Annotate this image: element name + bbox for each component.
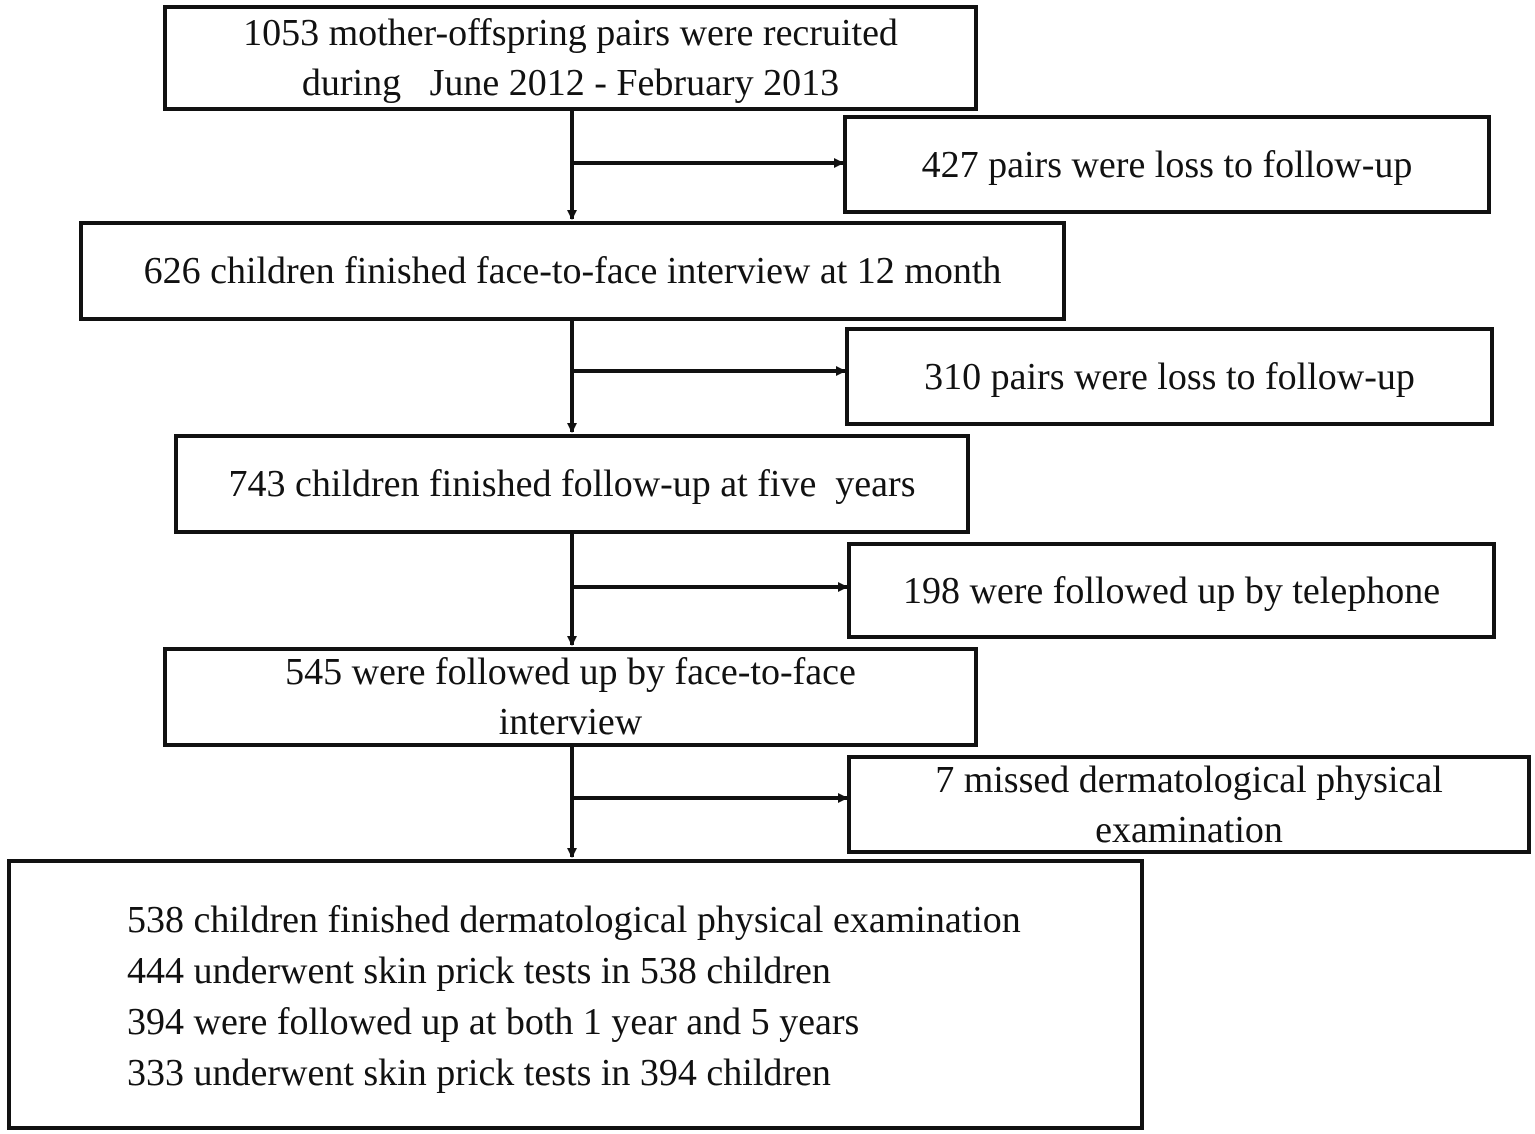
final-line-1: 538 children finished dermatological physical examination <box>127 898 1021 941</box>
step-recruited-box <box>163 5 978 111</box>
side-loss-1-line-1: 427 pairs were loss to follow-up <box>921 143 1413 186</box>
side-loss-1-box <box>843 115 1491 214</box>
final-line-4: 333 underwent skin prick tests in 394 children <box>127 1051 831 1094</box>
final-results-box <box>7 859 1144 1130</box>
step-recruited-line-1: 1053 mother-offspring pairs were recruited <box>243 12 898 54</box>
side-loss-2-box <box>845 327 1494 426</box>
step-followup-5y-line-1: 743 children finished follow-up at five years <box>228 463 916 505</box>
step-face-to-face-box <box>163 647 978 747</box>
side-loss-2-line-1: 310 pairs were loss to follow-up <box>924 355 1415 398</box>
side-telephone-box <box>847 542 1496 639</box>
side-telephone-line-1: 198 were followed up by telephone <box>902 569 1441 612</box>
step-face-to-face-line-1: 545 were followed up by face-to-face <box>285 651 856 693</box>
final-line-3: 394 were followed up at both 1 year and 5 years <box>127 1000 860 1043</box>
step-interview-12m-box <box>79 221 1066 321</box>
side-missed-exam-line-2: examination <box>1095 808 1283 851</box>
step-recruited-line-2: during June 2012 - February 2013 <box>301 62 840 104</box>
step-interview-12m-line-1: 626 children finished face-to-face interview at 12 month <box>143 250 1002 292</box>
final-line-2: 444 underwent skin prick tests in 538 children <box>127 949 831 992</box>
side-missed-exam-line-1: 7 missed dermatological physical <box>935 758 1443 801</box>
step-face-to-face-line-2: interview <box>498 701 643 743</box>
side-missed-exam-box <box>847 755 1531 854</box>
step-followup-5y-box <box>174 434 970 534</box>
